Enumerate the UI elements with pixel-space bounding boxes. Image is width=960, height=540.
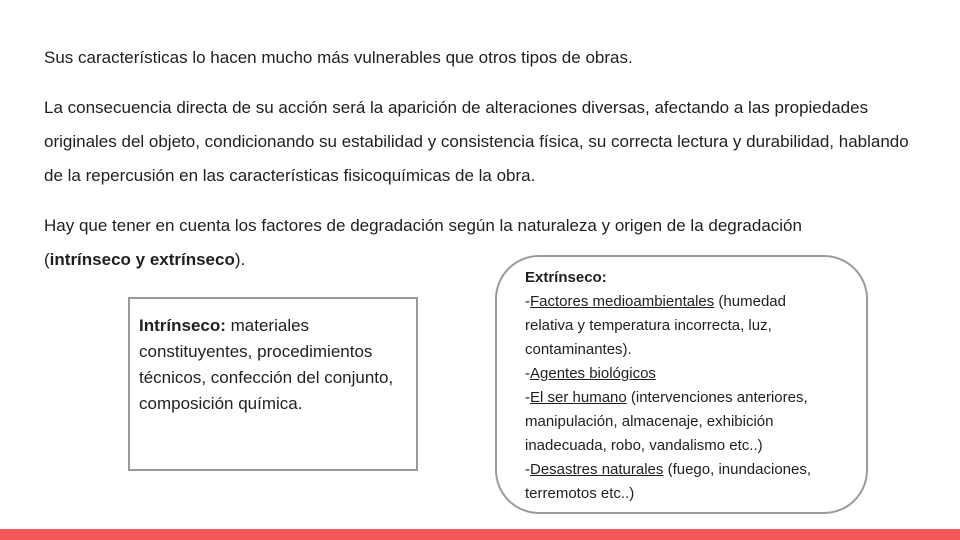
agentes-prefix: - <box>525 365 530 382</box>
extrinseco-agentes-line <box>525 362 856 386</box>
paragraph-vulnerabilidad: Sus características lo hacen mucho más vulnerables que otros tipos de obras. <box>44 48 633 67</box>
paragraph-factores-text: Hay que tener en cuenta los factores de degradación según la naturaleza y origen de la degradación <box>44 216 802 235</box>
desastres-naturales-link: Desastres naturales <box>530 461 664 478</box>
desastres-text2: terremotos etc..) <box>525 485 635 502</box>
agentes-biologicos-link: Agentes biológicos <box>530 365 656 382</box>
intrinseco-label: Intrínseco: <box>139 316 226 335</box>
extrinseco-factores-line <box>525 290 856 314</box>
humano-prefix: - <box>525 389 530 406</box>
paragraph-factores-bold: intrínseco y extrínseco <box>49 250 235 269</box>
desastres-text1: (fuego, inundaciones, <box>663 461 812 478</box>
extrinseco-box <box>495 255 868 514</box>
extrinseco-title: Extrínseco: <box>525 269 607 286</box>
intrinseco-box <box>128 297 418 471</box>
paragraph-consecuencia: La consecuencia directa de su acción será la aparición de alteraciones diversas, afectando a las propiedades originales del objeto, condicionando su estabilidad y consistencia física, su correcta lectura y durabilidad, hablando de la repercusión en las características fisicoquímicas de la obra. <box>44 98 909 185</box>
factores-prefix: - <box>525 293 530 310</box>
desastres-prefix: - <box>525 461 530 478</box>
paragraph-factores-close: ). <box>234 250 246 269</box>
factores-text1: (humedad <box>714 293 786 310</box>
humano-text1: (intervenciones anteriores, <box>626 389 808 406</box>
intrinseco-text: materiales constituyentes, procedimientos técnicos, confección del conjunto, composición química. <box>139 316 394 413</box>
humano-text2: manipulación, almacenaje, exhibición <box>525 413 774 430</box>
paragraph-factores-open: ( <box>44 250 50 269</box>
humano-text3: inadecuada, robo, vandalismo etc..) <box>525 437 763 454</box>
extrinseco-desastres-line <box>525 458 856 482</box>
factores-text3: contaminantes). <box>525 341 632 358</box>
accent-bottom-bar <box>0 529 960 540</box>
extrinseco-humano-line <box>525 386 856 410</box>
factores-medioambientales-link: Factores medioambientales <box>530 293 715 310</box>
factores-text2: relativa y temperatura incorrecta, luz, <box>525 317 772 334</box>
ser-humano-link: El ser humano <box>530 389 627 406</box>
